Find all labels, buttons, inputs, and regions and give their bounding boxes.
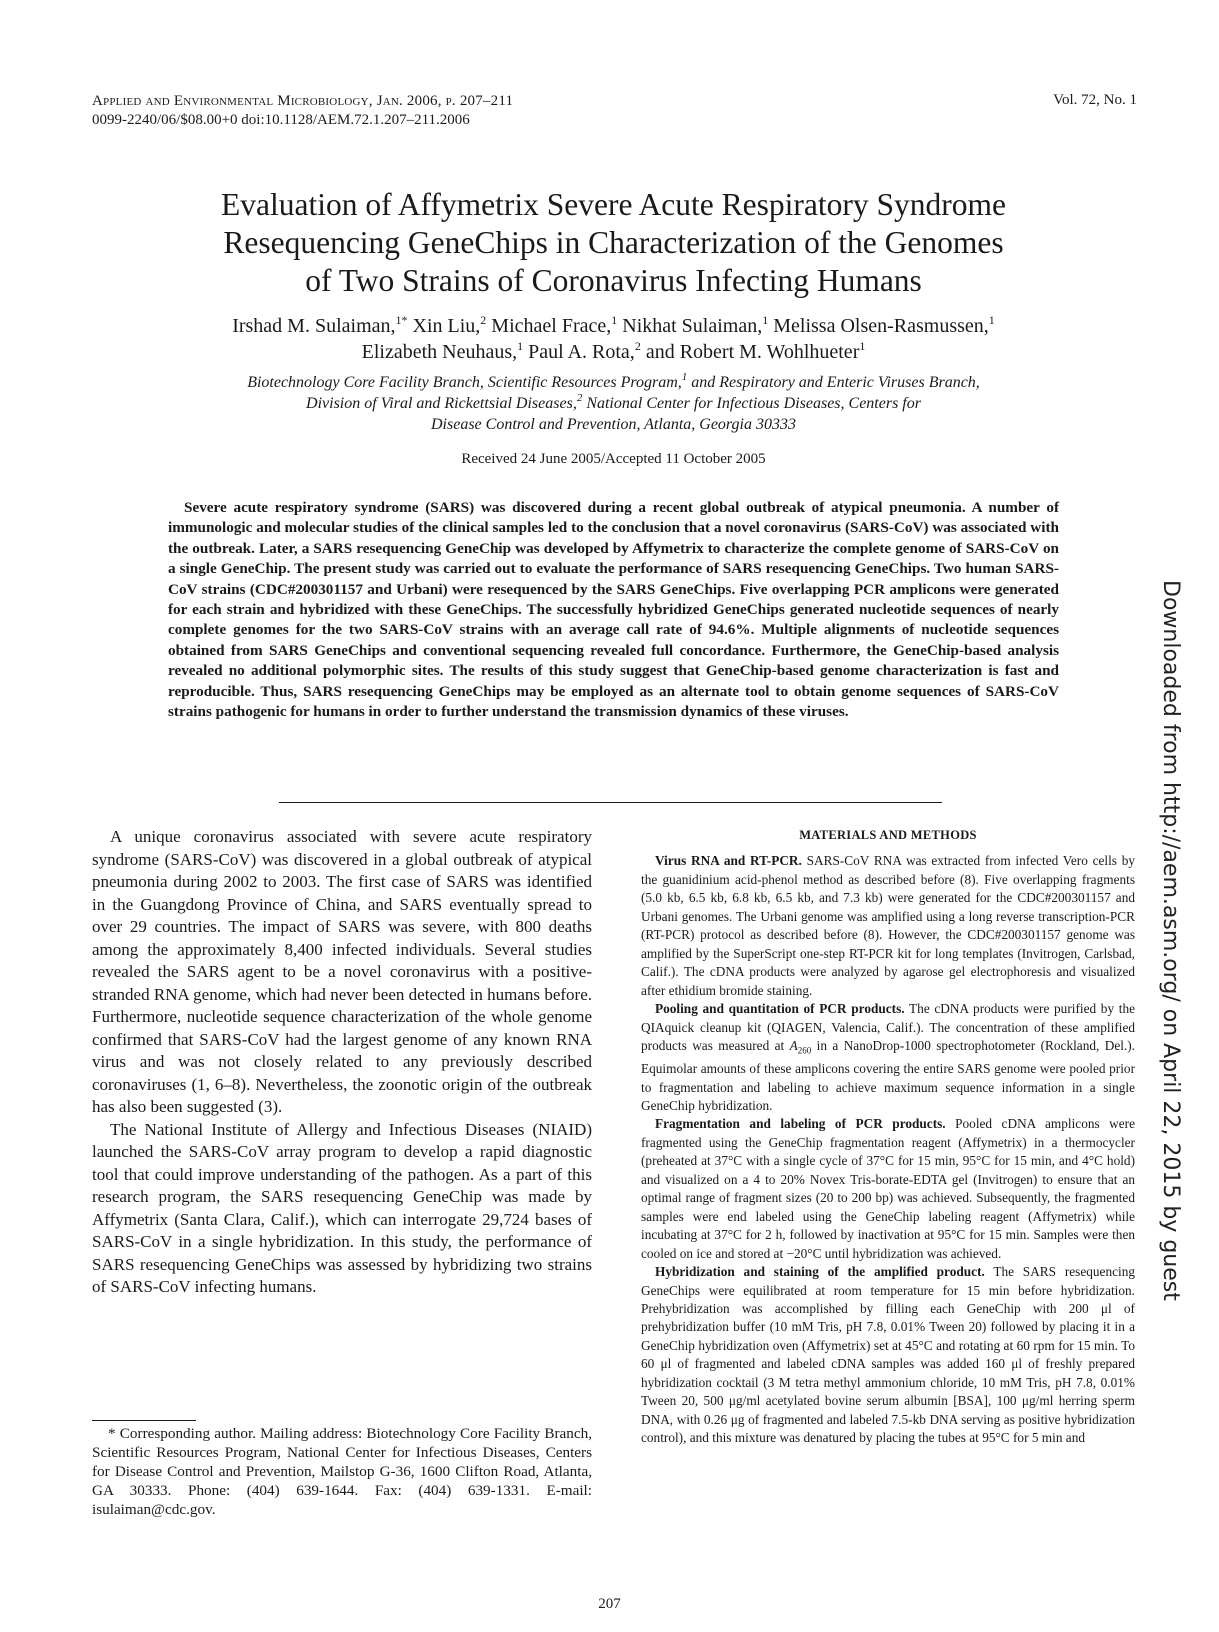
author-affil-mark: 1 <box>762 313 769 327</box>
affiliation-line <box>92 372 1135 393</box>
affiliation-line: Disease Control and Prevention, Atlanta, Georgia 30333 <box>430 416 796 433</box>
doi-line: 0099-2240/06/$08.00+0 doi:10.1128/AEM.72.1.207–211.2006 <box>92 112 470 128</box>
paragraph-text: SARS-CoV RNA was extracted from infected Vero cells by the guanidinium acid-phenol method as described before (8). Five overlapping fragments (5.0 kb, 6.5 kb, 6.8 kb, 6.5 kb, and 7.3 kb) were generated for the CDC#200301157 and Urbani genomes. The Urbani genome was amplified using a long reverse transcription-PCR (RT-PCR) protocol as described before (8). However, the CDC#200301157 genome was amplified by the SuperScript one-step RT-PCR kit for long templates (Invitrogen, Carlsbad, Calif.). The cDNA products were analyzed by agarose gel electrophoresis and visualized after ethidium bromide staining. <box>641 853 1135 998</box>
intro-paragraph: A unique coronavirus associated with severe acute respiratory syndrome (SARS-CoV) was discovered in a global outbreak of atypical pneumonia during 2002 to 2003. The first case of SARS was identified in the Guangdong Province of China, and SARS eventually spread to over 29 countries. The impact of SARS was severe, with 800 deaths among the approximately 8,400 infected individuals. Several studies revealed the SARS agent to be a novel coronavirus with a positive-stranded RNA genome, which had never been detected in humans before. Furthermore, nucleotide sequence characterization of the whole genome confirmed that SARS-CoV had the largest genome of any known RNA virus and was not closely related to any previously described coronaviruses (1, 6–8). Nevertheless, the zoonotic origin of the outbreak has also been suggested (3). <box>92 827 592 1116</box>
author-line <box>92 339 1135 365</box>
author-affil-mark: 2 <box>634 339 641 353</box>
author-list <box>92 313 1135 365</box>
methods-column <box>641 826 1135 1448</box>
corresponding-author-footnote: * Corresponding author. Mailing address: Biotechnology Core Facility Branch, Scientific Resources Program, National Center for Infectious Diseases, Centers for Disease Control and Prevention, Mailstop G-36, 1600 Clifton Road, Atlanta, GA 30333. Phone: (404) 639-1644. Fax: (404) 639-1331. E-mail: isulaiman@cdc.gov. <box>92 1425 592 1518</box>
author-name: Nikhat Sulaiman, <box>622 315 763 337</box>
title-line: of Two Strains of Coronavirus Infecting Humans <box>305 263 922 298</box>
received-dates: Received 24 June 2005/Accepted 11 October 2005 <box>461 451 766 467</box>
intro-paragraph: The National Institute of Allergy and Infectious Diseases (NIAID) launched the SARS-CoV array program to develop a rapid diagnostic tool that could improve understanding of the pathogen. As a part of this research program, the SARS resequencing GeneChip was made by Affymetrix (Santa Clara, Calif.), which can interrogate 29,724 bases of SARS-CoV in a single hybridization. In this study, the performance of SARS resequencing GeneChips was assessed by hybridizing two strains of SARS-CoV infecting humans. <box>92 1119 592 1296</box>
page-number: 207 <box>598 1596 621 1612</box>
journal-header <box>92 92 513 130</box>
author-affil-mark: 1 <box>517 339 524 353</box>
absorbance-wavelength: 260 <box>797 1045 812 1056</box>
abstract: Severe acute respiratory syndrome (SARS) was discovered during a recent global outbreak of atypical pneumonia. A number of immunologic and molecular studies of the clinical samples led to the conclusion that a novel coronavirus (SARS-CoV) was associated with the outbreak. Later, a SARS resequencing GeneChip was developed by Affymetrix to characterize the complete genome of SARS-CoV on a single GeneChip. The present study was carried out to evaluate the performance of SARS resequencing GeneChips. Two human SARS-CoV strains (CDC#200301157 and Urbani) were resequenced by the SARS GeneChips. Five overlapping PCR amplicons were generated for each strain and hybridized with these GeneChips. The successfully hybridized GeneChips generated nucleotide sequences of nearly complete genomes for the two SARS-CoV strains with an average call rate of 94.6%. Multiple alignments of nucleotide sequences obtained from SARS GeneChips and conventional sequencing revealed full concordance. Furthermore, the GeneChip-based analysis revealed no additional polymorphic sites. The results of this study suggest that GeneChip-based genome characterization is fast and reproducible. Thus, SARS resequencing GeneChips may be employed as an alternate tool to obtain genome sequences of SARS-CoV strains pathogenic for humans in order to further understand the transmission dynamics of these viruses. <box>168 499 1059 721</box>
affiliations <box>92 372 1135 435</box>
paragraph-heading: Hybridization and staining of the amplified product. <box>655 1264 985 1280</box>
affiliation-text: Division of Viral and Rickettsial Diseases, <box>306 395 577 412</box>
affiliation-text: Biotechnology Core Facility Branch, Scientific Resources Program, <box>247 374 682 391</box>
author-name: Elizabeth Neuhaus, <box>361 341 518 363</box>
article-title <box>92 186 1135 300</box>
paragraph-text: The SARS resequencing GeneChips were equilibrated at room temperature for 15 min before hybridization. Prehybridization was accomplished by filling each GeneChip with 200 μl of prehybridization buffer (10 mM Tris, pH 7.8, 0.01% Tween 20) followed by placing it in a GeneChip hybridization oven (Affymetrix) set at 45°C and rotating at 60 rpm for 15 min. To 60 μl of fragmented and labeled cDNA samples was added 160 μl of freshly prepared hybridization cocktail (3 M tetra methyl ammonium chloride, 10 mM Tris, pH 7.8, 0.01% Tween 20, 500 μg/ml acetylated bovine serum albumin [BSA], 100 μg/ml herring sperm DNA, with 0.26 μg of fragmented and labeled 7.5-kb DNA serving as positive hybridization control), and this mixture was denatured by placing the tubes at 95°C for 5 min and <box>641 1264 1135 1446</box>
author-name: and Robert M. Wohlhueter <box>645 341 860 363</box>
paragraph-heading: Virus RNA and RT-PCR. <box>655 853 802 869</box>
author-affil-mark: 2 <box>480 313 487 327</box>
affiliation-text: and Respiratory and Enteric Viruses Branch, <box>687 374 980 391</box>
methods-paragraph <box>641 1000 1135 1115</box>
affiliation-mark: 2 <box>576 392 583 404</box>
absorbance-symbol: A <box>789 1037 798 1053</box>
paragraph-heading: Pooling and quantitation of PCR products. <box>655 1001 905 1017</box>
author-name: Michael Frace, <box>491 315 612 337</box>
author-name: Paul A. Rota, <box>528 341 635 363</box>
paragraph-heading: Fragmentation and labeling of PCR products. <box>655 1116 946 1132</box>
title-line: Resequencing GeneChips in Characterization of the Genomes <box>223 225 1004 260</box>
methods-paragraph <box>641 1263 1135 1448</box>
author-affil-mark: 1 <box>859 339 866 353</box>
author-affil-mark: 1 <box>988 313 995 327</box>
paragraph-text: in a NanoDrop-1000 spectrophotometer (Rockland, Del.). Equimolar amounts of these amplicons covering the entire SARS genome were pooled prior to fragmentation and labeling to achieve maximum sequence information in a single GeneChip hybridization. <box>641 1037 1135 1113</box>
introduction-column <box>92 826 592 1299</box>
affiliation-text: National Center for Infectious Diseases, Centers for <box>582 395 921 412</box>
methods-paragraph <box>641 852 1135 1000</box>
volume-label: Vol. 72, No. 1 <box>1053 92 1137 108</box>
author-affil-mark: 1* <box>395 313 408 327</box>
methods-paragraph <box>641 1115 1135 1263</box>
title-line: Evaluation of Affymetrix Severe Acute Respiratory Syndrome <box>221 187 1006 222</box>
author-name: Melissa Olsen-Rasmussen, <box>773 315 989 337</box>
download-watermark: Downloaded from http://aem.asm.org/ on April 22, 2015 by guest <box>1158 580 1183 1301</box>
journal-citation: Applied and Environmental Microbiology, Jan. 2006, p. 207–211 <box>92 93 514 109</box>
footnote-divider <box>92 1420 196 1421</box>
paragraph-text: The cDNA products were purified by the QIAquick cleanup kit (QIAGEN, Valencia, Calif.). The concentration of these amplified products was measured at <box>641 1001 1136 1053</box>
affiliation-line <box>92 393 1135 414</box>
author-name: Irshad M. Sulaiman, <box>232 315 396 337</box>
paragraph-text: Pooled cDNA amplicons were fragmented using the GeneChip fragmentation reagent (Affymetrix) in a thermocycler (preheated at 37°C with a single cycle of 37°C for 15 min, 95°C for 15 min, and 4°C hold) and visualized on a 4 to 20% Novex Tris-borate-EDTA gel (Invitrogen) to ensure that an optimal range of fragment sizes (20 to 200 bp) was achieved. Subsequently, the fragmented samples were end labeled using the GeneChip labeling reagent (Affymetrix) while incubating at 37°C for 2 h, followed by inactivation at 95°C for 15 min. Samples were then cooled on ice and stored at −20°C until hybridization was achieved. <box>641 1116 1136 1261</box>
affiliation-mark: 1 <box>681 371 688 383</box>
section-heading: MATERIALS AND METHODS <box>799 828 977 842</box>
author-name: Xin Liu, <box>412 315 481 337</box>
author-affil-mark: 1 <box>611 313 618 327</box>
abstract-divider <box>279 802 942 803</box>
author-line <box>92 313 1135 339</box>
